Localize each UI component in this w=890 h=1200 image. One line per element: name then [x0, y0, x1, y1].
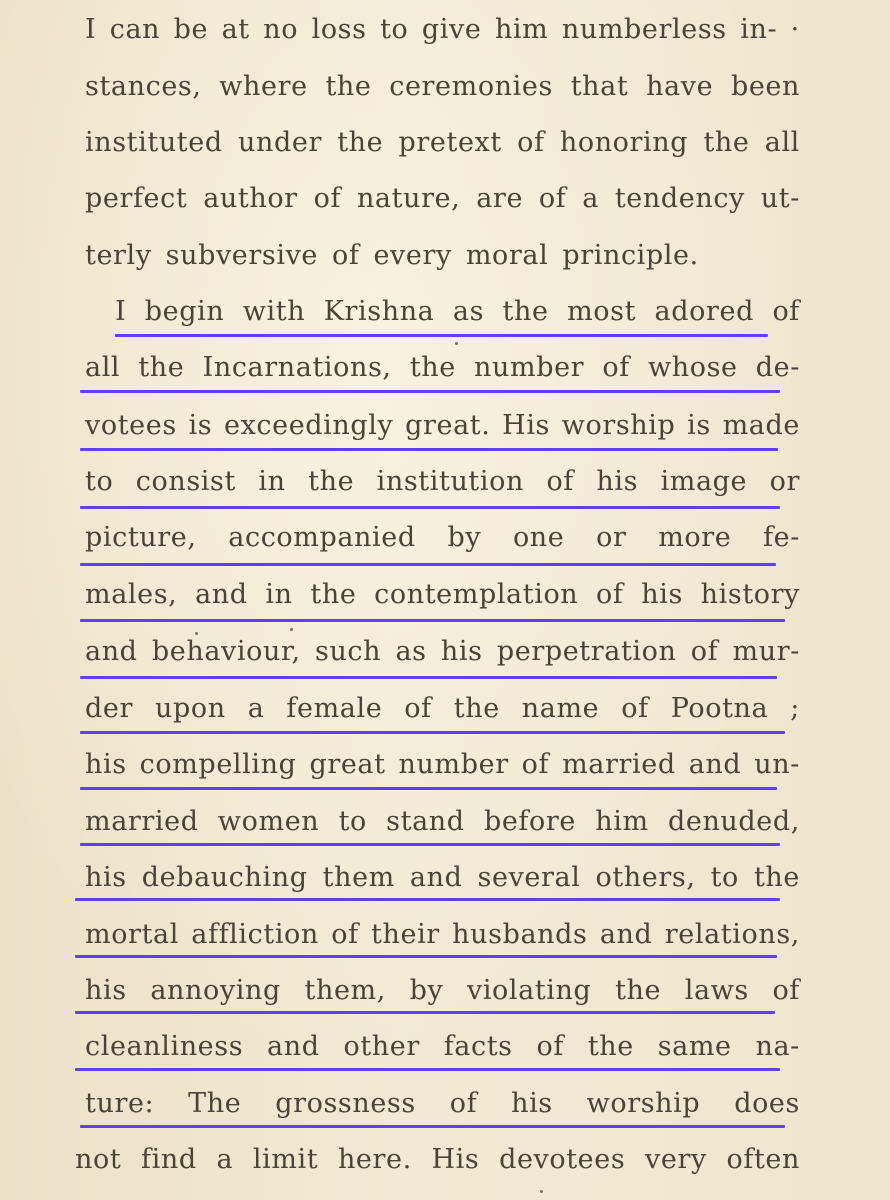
underline-annotation [80, 843, 780, 846]
word: as [452, 296, 485, 327]
word: perfect [85, 183, 188, 214]
text-line [75, 1144, 800, 1184]
underline-annotation [80, 563, 776, 566]
underline-annotation [80, 619, 785, 622]
word: a [216, 1144, 234, 1175]
text-line [85, 919, 800, 959]
word: der [85, 693, 133, 724]
word: stand [386, 806, 465, 837]
word: great [309, 749, 386, 780]
underline-annotation [80, 676, 777, 679]
word: very [645, 1144, 707, 1175]
word: moral [465, 240, 549, 271]
word: the [587, 1031, 634, 1062]
text-line [85, 410, 800, 450]
word: made [722, 410, 800, 441]
word: accompanied [228, 522, 416, 553]
word: the [502, 296, 549, 327]
word: pretext [398, 127, 502, 158]
text-line [85, 862, 800, 902]
word: as [395, 636, 427, 667]
word: of [449, 1088, 478, 1119]
word: be [173, 14, 209, 45]
word: instituted [85, 127, 223, 158]
word: mur- [732, 636, 800, 667]
word: whose [648, 352, 738, 383]
underline-annotation [80, 787, 777, 790]
word: name [521, 693, 600, 724]
word: I [115, 296, 127, 327]
word: stances, [85, 71, 202, 102]
word: here. [337, 1144, 412, 1175]
word: female [286, 693, 383, 724]
scan-speck [195, 632, 198, 635]
word: begin [144, 296, 225, 327]
word: of [621, 693, 649, 724]
word: and [688, 749, 742, 780]
word: to [710, 862, 739, 893]
word: laws [684, 975, 749, 1006]
word: all [85, 352, 121, 383]
word: devotees [499, 1144, 626, 1175]
word: to [338, 806, 367, 837]
underline-annotation [75, 1068, 780, 1071]
word: their [371, 919, 440, 950]
word: women [217, 806, 320, 837]
word: tendency [614, 183, 745, 214]
word: that [570, 71, 629, 102]
word: compelling [139, 749, 297, 780]
word: his [596, 466, 639, 497]
word: ture: [85, 1088, 155, 1119]
word: · [790, 14, 800, 45]
word: number [474, 352, 585, 383]
word: the [453, 693, 500, 724]
word: in [265, 579, 293, 610]
text-line [85, 14, 800, 54]
text-line [85, 522, 800, 562]
word: and [599, 919, 653, 950]
word: of [521, 749, 550, 780]
word: of [313, 183, 342, 214]
word: ut- [760, 183, 800, 214]
word: not [75, 1144, 122, 1175]
word: married [562, 749, 676, 780]
word: or [596, 522, 627, 553]
word: most [567, 296, 637, 327]
word: na- [755, 1031, 800, 1062]
word: one [512, 522, 565, 553]
word: His [431, 1144, 480, 1175]
word: married [85, 806, 199, 837]
word: of [332, 240, 360, 271]
word: the [337, 127, 384, 158]
text-line [85, 466, 800, 506]
word: a [247, 693, 265, 724]
word: by [409, 975, 444, 1006]
word: of [602, 352, 630, 383]
word: Pootna [670, 693, 769, 724]
word: his [85, 749, 127, 780]
word: affliction [191, 919, 319, 950]
word: give [421, 14, 482, 45]
word: exceedingly [223, 410, 394, 441]
word: such [314, 636, 382, 667]
text-line [85, 749, 800, 789]
text-line [85, 1088, 800, 1128]
word: often [726, 1144, 800, 1175]
word: image [660, 466, 748, 497]
word: nature, [356, 183, 461, 214]
word: every [373, 240, 452, 271]
word: his [440, 636, 483, 667]
text-line [85, 579, 800, 619]
word: of [404, 693, 432, 724]
scan-speck [290, 628, 293, 631]
word: the [325, 71, 372, 102]
underline-annotation [80, 731, 785, 734]
word: them [322, 862, 395, 893]
text-line [85, 806, 800, 846]
word: institution [376, 466, 524, 497]
word: relations, [664, 919, 800, 950]
word: to [85, 466, 114, 497]
underline-annotation [80, 506, 780, 509]
word: facts [443, 1031, 513, 1062]
word: is [687, 410, 711, 441]
word: of [772, 296, 800, 327]
word: him [494, 14, 549, 45]
word: picture, [85, 522, 197, 553]
word: worship [586, 1088, 701, 1119]
word: the [703, 127, 750, 158]
word: ceremonies [389, 71, 553, 102]
word: with [242, 296, 306, 327]
word: the [409, 352, 456, 383]
text-line [85, 71, 800, 111]
word: number [398, 749, 509, 780]
word: in [258, 466, 286, 497]
word: at [221, 14, 250, 45]
word: does [734, 1088, 800, 1119]
word: in- [740, 14, 778, 45]
word: the [310, 579, 357, 610]
word: numberless [561, 14, 727, 45]
word: and [85, 636, 138, 667]
underline-annotation [80, 390, 780, 393]
word: contemplation [374, 579, 579, 610]
word: been [730, 71, 800, 102]
word: before [483, 806, 576, 837]
text-line [85, 183, 800, 223]
word: violating [466, 975, 592, 1006]
word: of [536, 1031, 564, 1062]
word: no [263, 14, 299, 45]
word: all [764, 127, 800, 158]
word: of [772, 975, 800, 1006]
word: of [331, 919, 359, 950]
word: of [517, 127, 545, 158]
word: his [511, 1088, 553, 1119]
word: of [690, 636, 719, 667]
word: them, [304, 975, 386, 1006]
word: annoying [150, 975, 281, 1006]
word: honoring [559, 127, 689, 158]
word: males, [85, 579, 178, 610]
word: the [138, 352, 185, 383]
text-line [85, 636, 800, 676]
word: where [219, 71, 308, 102]
word: denuded, [667, 806, 800, 837]
underline-annotation [80, 1125, 785, 1128]
underline-annotation [75, 898, 780, 901]
word: loss [311, 14, 367, 45]
word: great. [405, 410, 491, 441]
word: worship [561, 410, 676, 441]
word: history [700, 579, 800, 610]
word: subversive [165, 240, 319, 271]
scan-speck [540, 1190, 543, 1193]
text-line [115, 296, 800, 336]
text-line [85, 693, 800, 733]
word: author [203, 183, 298, 214]
text-line [85, 240, 800, 280]
word: mortal [85, 919, 179, 950]
word: un- [754, 749, 800, 780]
word: and [267, 1031, 320, 1062]
word: His [502, 410, 551, 441]
word: ; [790, 693, 800, 724]
word: principle. [562, 240, 699, 271]
word: cleanliness [85, 1031, 244, 1062]
underline-annotation [75, 955, 777, 958]
text-line [85, 1031, 800, 1071]
word: more [658, 522, 732, 553]
word: of [596, 579, 624, 610]
word: a [582, 183, 599, 214]
word: fe- [763, 522, 800, 553]
word: behaviour, [151, 636, 301, 667]
word: have [646, 71, 714, 102]
word: other [343, 1031, 420, 1062]
word: him [595, 806, 649, 837]
word: the [615, 975, 662, 1006]
word: can [109, 14, 161, 45]
text-line [85, 975, 800, 1015]
word: and [409, 862, 463, 893]
word: the [753, 862, 800, 893]
word: debauching [141, 862, 308, 893]
word: Krishna [323, 296, 435, 327]
underline-annotation [75, 1011, 775, 1014]
word: is [188, 410, 213, 441]
underline-annotation [80, 448, 778, 451]
word: Incarnations, [202, 352, 392, 383]
word: The [188, 1088, 242, 1119]
word: his [641, 579, 683, 610]
word: of [538, 183, 567, 214]
word: to [380, 14, 409, 45]
word: his [85, 862, 127, 893]
word: of [546, 466, 574, 497]
word: by [447, 522, 482, 553]
word: find [141, 1144, 197, 1175]
text-line [85, 352, 800, 392]
scan-speck [455, 342, 458, 345]
word: the [308, 466, 355, 497]
word: his [85, 975, 127, 1006]
word: consist [135, 466, 236, 497]
word: grossness [275, 1088, 416, 1119]
word: or [769, 466, 800, 497]
word: are [476, 183, 524, 214]
word: under [238, 127, 322, 158]
word: same [657, 1031, 732, 1062]
word: and [195, 579, 248, 610]
word: husbands [452, 919, 588, 950]
text-line [85, 127, 800, 167]
word: perpetration [496, 636, 677, 667]
word: votees [85, 410, 177, 441]
word: upon [154, 693, 226, 724]
word: I [85, 14, 97, 45]
word: others, [595, 862, 696, 893]
word: limit [252, 1144, 319, 1175]
word: adored [654, 296, 754, 327]
underline-annotation [115, 334, 768, 337]
word: de- [755, 352, 800, 383]
word: terly [85, 240, 152, 271]
word: several [477, 862, 581, 893]
